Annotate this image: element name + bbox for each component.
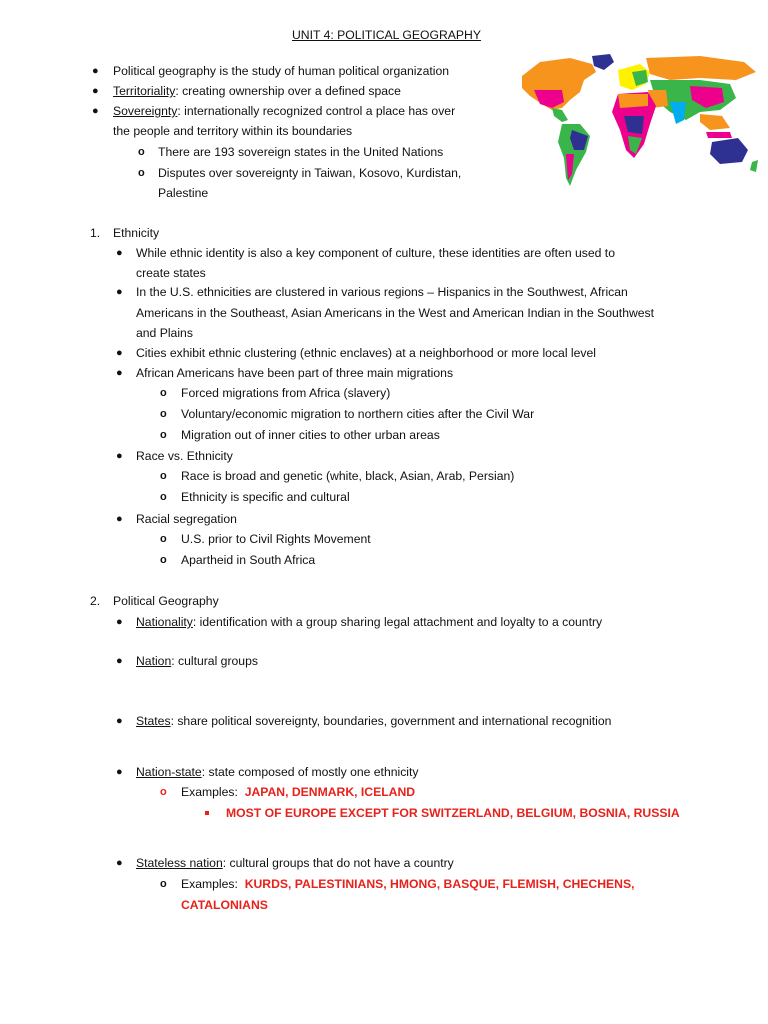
s2-nation-state: [136, 765, 419, 780]
s2-nationality: [136, 615, 602, 630]
bullet-icon: ●: [116, 347, 123, 359]
states-definition: : share political sovereignty, boundaries, government and international recognition: [170, 714, 612, 728]
term-territoriality: Territoriality: [113, 84, 176, 98]
stateless-examples: KURDS, PALESTINIANS, HMONG, BASQUE, FLEMISH, CHECHENS,: [244, 877, 635, 891]
s1-b4-sub2: Voluntary/economic migration to northern cities after the Civil War: [181, 407, 535, 421]
nation-definition: : cultural groups: [171, 654, 258, 668]
s1-b5: Race vs. Ethnicity: [136, 449, 233, 463]
s1-b1-line2: create states: [136, 266, 206, 280]
intro-sub-2-cont: Palestine: [158, 186, 209, 200]
section-2-number: 2.: [90, 594, 101, 608]
s1-b5-sub2: Ethnicity is specific and cultural: [181, 490, 350, 504]
section-2-heading: Political Geography: [113, 594, 219, 608]
s2-stateless: [136, 856, 454, 871]
bullet-icon: ●: [92, 65, 99, 77]
bullet-icon: ●: [116, 715, 123, 727]
intro-line-1: Political geography is the study of human political organization: [113, 64, 450, 78]
territoriality-definition: : creating ownership over a defined space: [175, 84, 401, 98]
section-1-number: 1.: [90, 226, 101, 240]
section-1-heading: Ethnicity: [113, 226, 160, 240]
sub-bullet-icon: o: [160, 470, 167, 482]
s1-b6: Racial segregation: [136, 512, 237, 526]
term-stateless-nation: Stateless nation: [136, 856, 223, 870]
s2-stateless-examples: [181, 877, 634, 892]
examples-label: Examples:: [181, 785, 238, 799]
sub-bullet-icon: o: [138, 167, 145, 179]
sub-bullet-icon: o: [160, 387, 167, 399]
s1-b5-sub1: Race is broad and genetic (white, black, Asian, Arab, Persian): [181, 469, 515, 483]
square-bullet-icon: [205, 811, 209, 815]
stateless-definition: : cultural groups that do not have a country: [222, 856, 454, 870]
s2-nation: [136, 654, 258, 669]
term-nationality: Nationality: [136, 615, 193, 629]
intro-sub-1: There are 193 sovereign states in the United Nations: [158, 145, 444, 159]
sovereignty-definition: : internationally recognized control a place has over: [177, 104, 456, 118]
bullet-icon: ●: [116, 513, 123, 525]
sub-bullet-icon: o: [160, 533, 167, 545]
s2-stateless-examples-cont: CATALONIANS: [181, 898, 268, 912]
bullet-icon: ●: [116, 655, 123, 667]
bullet-icon: ●: [116, 286, 123, 298]
s1-b2-line1: In the U.S. ethnicities are clustered in various regions – Hispanics in the Southwest, African: [136, 285, 628, 299]
intro-line-3-cont: the people and territory within its boundaries: [113, 124, 353, 138]
term-nation: Nation: [136, 654, 172, 668]
s1-b1-line1: While ethnic identity is also a key component of culture, these identities are often used to: [136, 246, 615, 260]
bullet-icon: ●: [92, 85, 99, 97]
term-sovereignty: Sovereignty: [113, 104, 178, 118]
s2-nation-state-examples: [181, 785, 415, 800]
s2-nation-state-sub: MOST OF EUROPE EXCEPT FOR SWITZERLAND, BELGIUM, BOSNIA, RUSSIA: [226, 806, 680, 820]
s1-b4-sub3: Migration out of inner cities to other urban areas: [181, 428, 440, 442]
bullet-icon: ●: [116, 247, 123, 259]
s2-states: [136, 714, 611, 729]
intro-sub-2: Disputes over sovereignty in Taiwan, Kosovo, Kurdistan,: [158, 166, 462, 180]
sub-bullet-icon: o: [160, 408, 167, 420]
bullet-icon: ●: [116, 616, 123, 628]
nation-state-definition: : state composed of mostly one ethnicity: [201, 765, 419, 779]
nationality-definition: : identification with a group sharing legal attachment and loyalty to a country: [192, 615, 603, 629]
indonesia-shape: [706, 132, 732, 138]
sub-bullet-icon: o: [160, 554, 167, 566]
world-map-image: [500, 50, 764, 194]
s1-b3: Cities exhibit ethnic clustering (ethnic enclaves) at a neighborhood or more local level: [136, 346, 596, 360]
intro-line-2: [113, 84, 401, 99]
s1-b4-sub1: Forced migrations from Africa (slavery): [181, 386, 391, 400]
intro-line-3: [113, 104, 455, 119]
page-title: UNIT 4: POLITICAL GEOGRAPHY: [292, 28, 481, 42]
term-nation-state: Nation-state: [136, 765, 202, 779]
bullet-icon: ●: [92, 105, 99, 117]
s1-b4: African Americans have been part of three main migrations: [136, 366, 454, 380]
nation-state-examples: JAPAN, DENMARK, ICELAND: [244, 785, 416, 799]
s1-b6-sub2: Apartheid in South Africa: [181, 553, 316, 567]
sub-bullet-icon: o: [160, 429, 167, 441]
examples-label: Examples:: [181, 877, 238, 891]
sub-bullet-icon: o: [160, 878, 167, 890]
bullet-icon: ●: [116, 766, 123, 778]
bullet-icon: ●: [116, 450, 123, 462]
bullet-icon: ●: [116, 367, 123, 379]
sub-bullet-icon: o: [160, 786, 167, 798]
s1-b2-line3: and Plains: [136, 326, 193, 340]
sub-bullet-icon: o: [160, 491, 167, 503]
s1-b6-sub1: U.S. prior to Civil Rights Movement: [181, 532, 371, 546]
bullet-icon: ●: [116, 857, 123, 869]
africa-north-shape: [618, 94, 648, 108]
s1-b2-line2: Americans in the Southeast, Asian Americans in the West and American Indian in the Southwest: [136, 306, 655, 320]
sub-bullet-icon: o: [138, 146, 145, 158]
term-states: States: [136, 714, 171, 728]
